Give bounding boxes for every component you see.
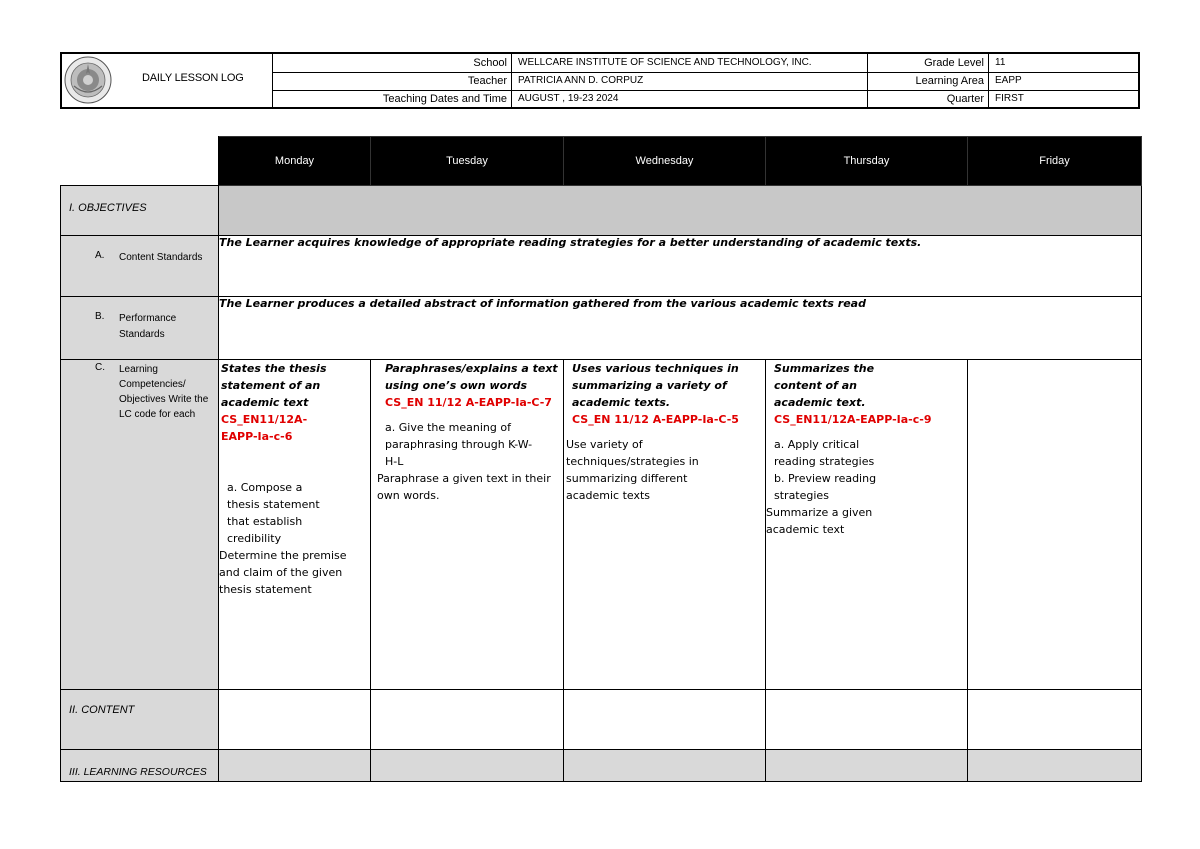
performance-standard-value: The Learner produces a detailed abstract of information gathered from the various academic texts read [219,297,1142,360]
resources-wednesday [564,750,766,782]
objectives-row [61,186,1142,236]
wednesday-competency-title: Uses various techniques in summarizing a variety of academic texts. [572,362,739,409]
content-tuesday [371,690,564,750]
resources-heading: III. LEARNING RESOURCES [61,750,219,782]
learning-area-value: EAPP [995,75,1022,86]
thursday-competency-title: Summarizes the content of an academic text. [774,362,875,409]
monday-competency-title: States the thesis statement of an academic text [221,362,327,409]
day-wednesday: Wednesday [564,137,766,186]
monday-competency-code: CS_EN11/12A-EAPP-Ia-c-6 [221,413,308,443]
corner-cell [61,137,219,186]
tuesday-competency-code: CS_EN 11/12 A-EAPP-Ia-C-7 [385,396,552,409]
quarter-value: FIRST [995,93,1024,104]
content-monday [219,690,371,750]
performance-standards-label [61,297,219,360]
resources-row [61,750,1142,782]
content-standards-row [61,236,1142,297]
thursday-competency-item-b: b. Preview reading strategies [774,472,877,502]
competencies-letter: C. [95,362,105,373]
monday-competency-task: Determine the premise and claim of the given thesis statement [219,549,347,596]
school-label: School [272,54,512,72]
content-thursday [766,690,968,750]
performance-standards-row [61,297,1142,360]
day-friday: Friday [968,137,1142,186]
deped-seal-icon [64,56,112,104]
grade-level-label: Grade Level [868,54,989,72]
thursday-competency-code: CS_EN11/12A-EAPP-Ia-c-9 [774,413,932,426]
lesson-log-header [60,52,1140,109]
header-row-school [272,54,1138,73]
logo-cell [62,54,273,107]
resources-monday [219,750,371,782]
header-row-dates [272,90,1138,108]
day-monday: Monday [219,137,371,186]
dates-label: Teaching Dates and Time [272,90,512,108]
content-standards-text: Content Standards [119,252,203,263]
day-thursday: Thursday [766,137,968,186]
objectives-heading: I. OBJECTIVES [61,186,219,236]
days-row [61,137,1142,186]
doc-title: DAILY LESSON LOG [142,72,244,84]
teacher-value: PATRICIA ANN D. CORPUZ [512,72,868,90]
content-standards-letter: A. [95,250,105,261]
thursday-competency-task: Summarize a given academic text [766,506,873,536]
wednesday-competency-task: Use variety of techniques/strategies in summarizing different academic texts [566,438,699,502]
learning-area-label: Learning Area [868,72,989,90]
competencies-row [61,360,1142,690]
header-row-teacher [272,72,1138,91]
day-tuesday: Tuesday [371,137,564,186]
grade-level-value: 11 [995,57,1006,68]
monday-competency-item: a. Compose a thesis statement that establish credibility [227,481,320,545]
competency-friday [968,360,1142,690]
performance-standards-letter: B. [95,311,105,322]
resources-friday [968,750,1142,782]
content-friday [968,690,1142,750]
competencies-label [61,360,219,690]
resources-tuesday [371,750,564,782]
competency-thursday [766,360,968,690]
content-standard-value: The Learner acquires knowledge of appropriate reading strategies for a better understanding of academic texts. [219,236,1142,297]
content-standards-label [61,236,219,297]
thursday-competency-item-a: a. Apply critical reading strategies [774,438,875,468]
objectives-fill [219,186,1142,236]
resources-thursday [766,750,968,782]
content-row [61,690,1142,750]
content-wednesday [564,690,766,750]
quarter-label: Quarter [868,90,989,108]
teacher-label: Teacher [272,72,512,90]
wednesday-competency-code: CS_EN 11/12 A-EAPP-Ia-C-5 [572,413,739,426]
tuesday-competency-item: a. Give the meaning of paraphrasing through K-W-H-L [385,421,533,468]
tuesday-competency-title: Paraphrases/explains a text using one’s own words [385,362,558,392]
competency-tuesday [371,360,564,690]
performance-standards-text: Performance Standards [119,313,177,340]
content-heading: II. CONTENT [61,690,219,750]
competency-monday [219,360,371,690]
school-value: WELLCARE INSTITUTE OF SCIENCE AND TECHNOLOGY, INC. [512,54,868,72]
competencies-text: Learning Competencies/ Objectives Write the LC code for each [119,364,209,420]
dates-value: AUGUST , 19-23 2024 [512,90,868,108]
lesson-table [60,136,1142,782]
tuesday-competency-task: Paraphrase a given text in their own words. [377,472,551,502]
competency-wednesday [564,360,766,690]
